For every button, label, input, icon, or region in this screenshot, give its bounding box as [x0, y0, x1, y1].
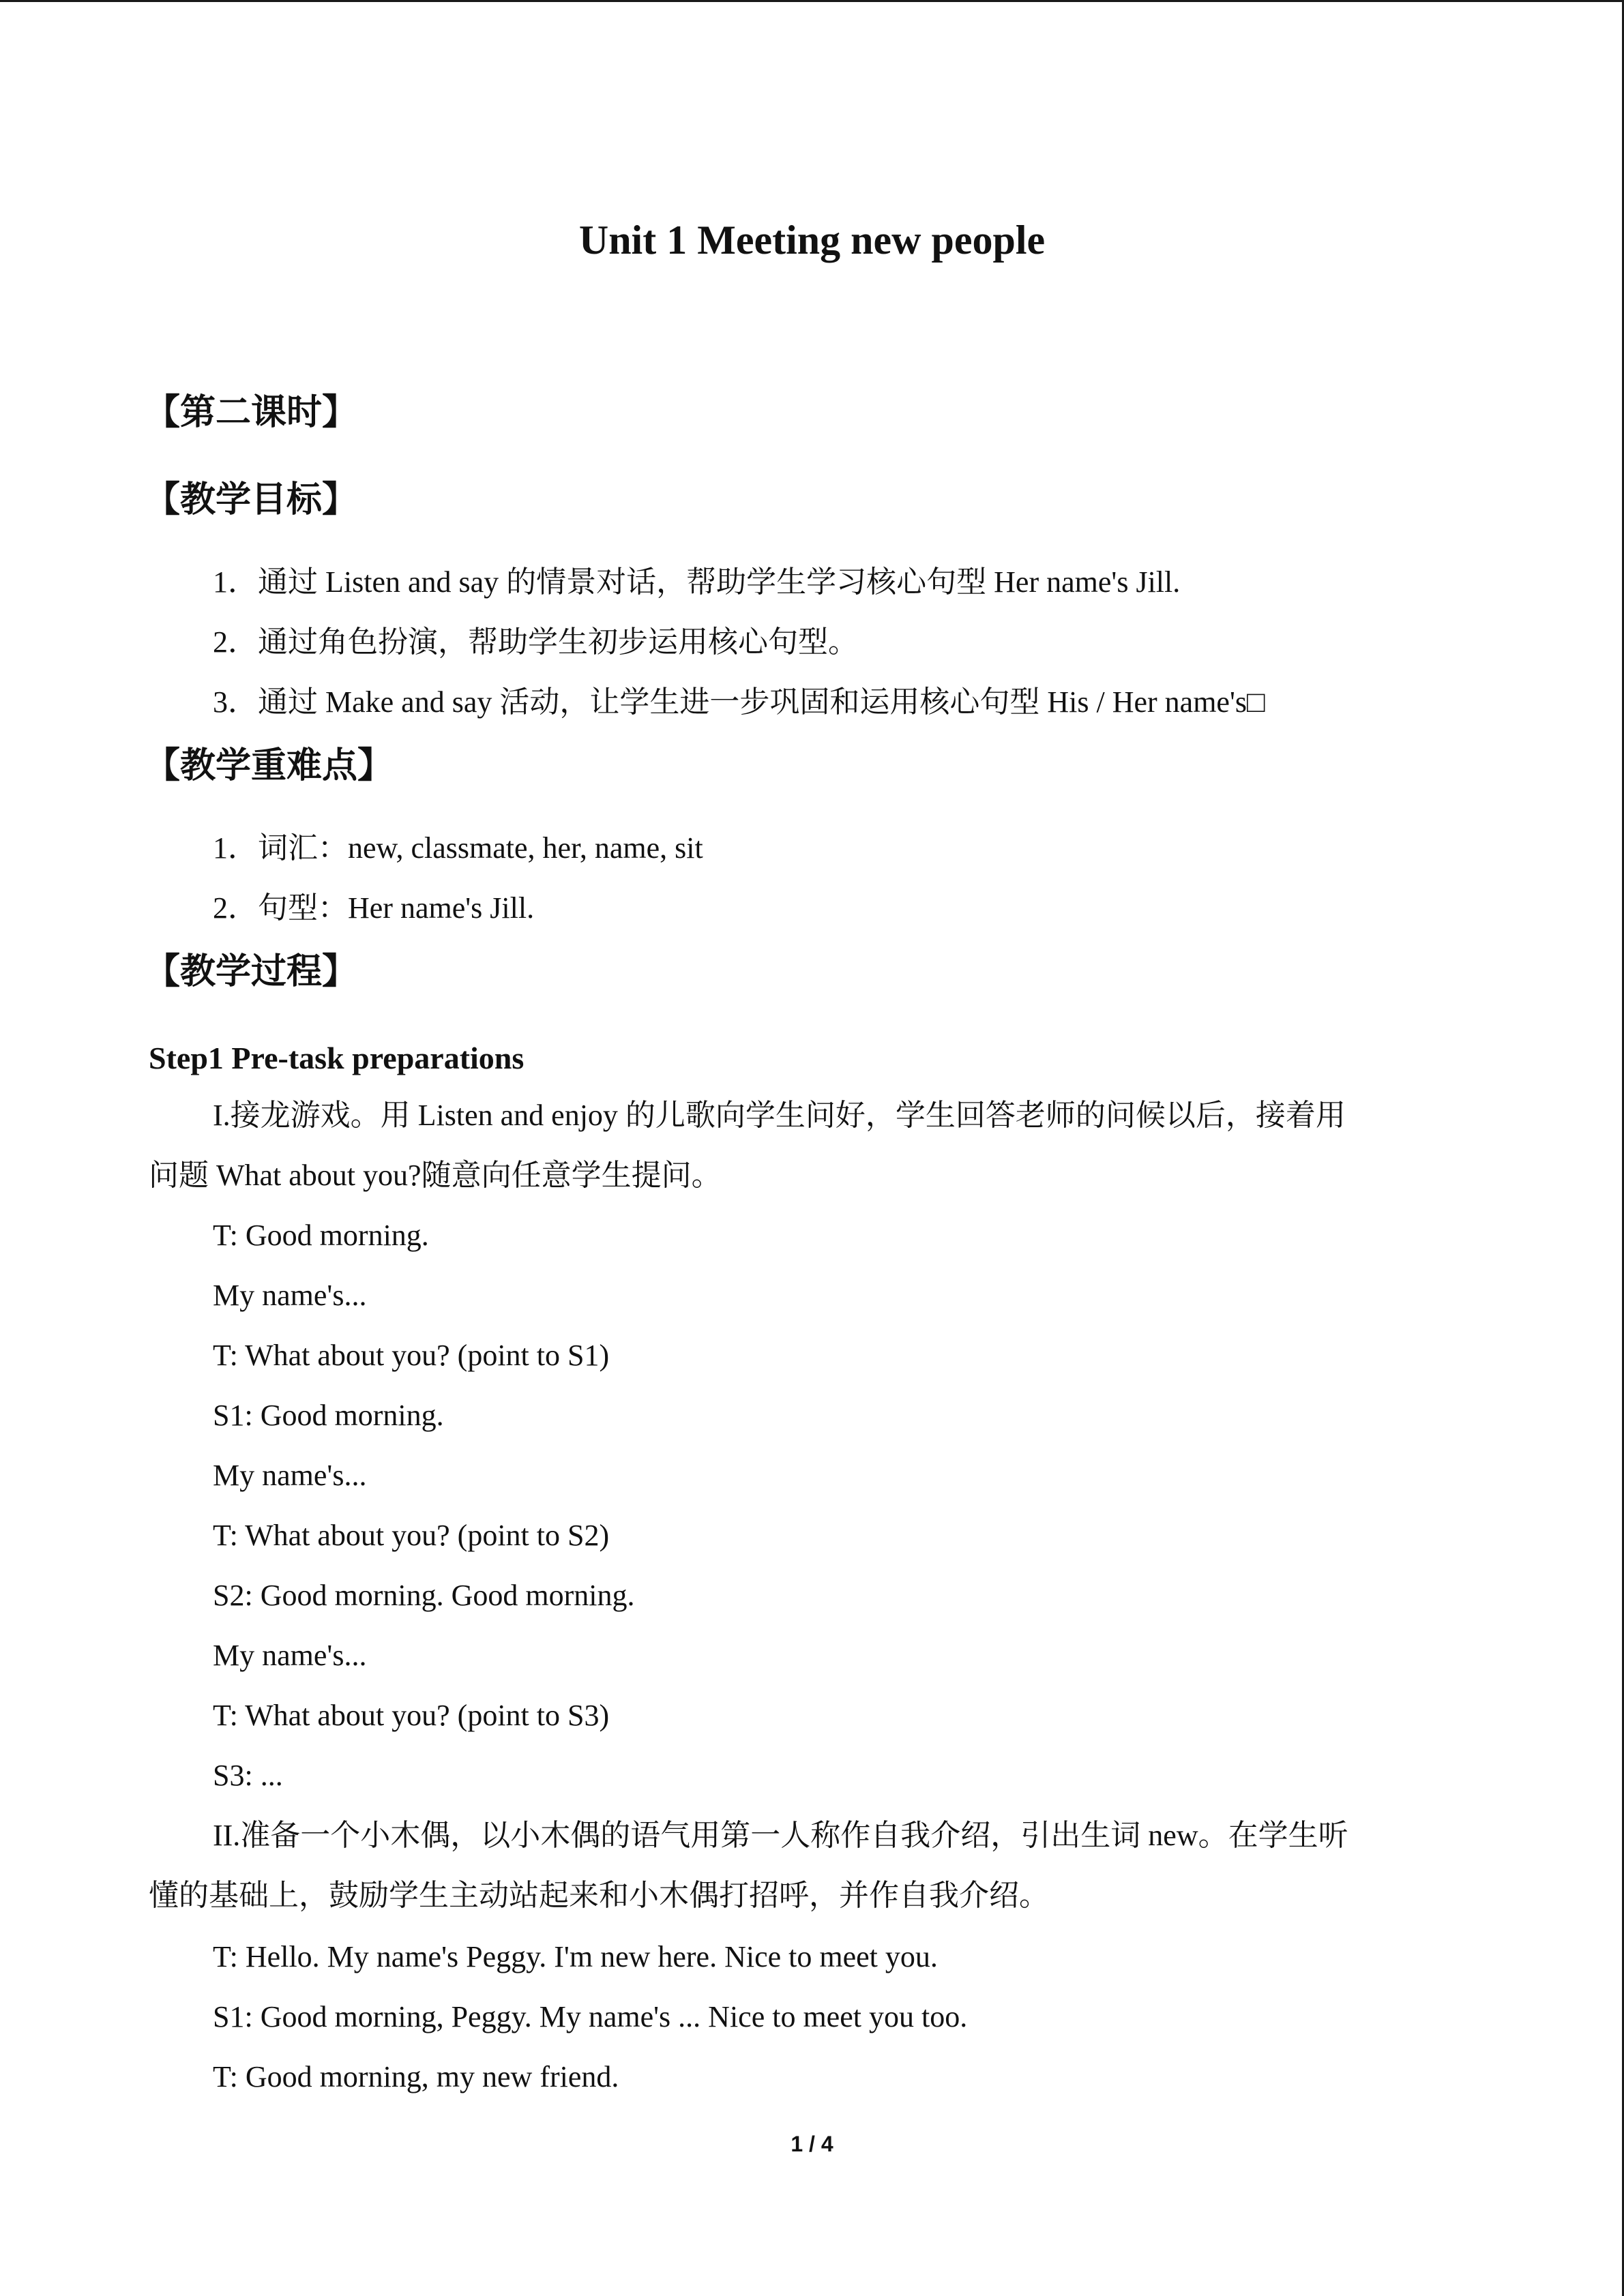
objective-item: 3．通过 Make and say 活动，让学生进一步巩固和运用核心句型 His / Her name's□: [213, 685, 1265, 719]
key-points-heading: 【教学重难点】: [145, 745, 394, 786]
paragraph-line: I.接龙游戏。用 Listen and enjoy 的儿歌向学生问好，学生回答老师的问候以后，接着用: [213, 1099, 1346, 1132]
objective-item: 1．通过 Listen and say 的情景对话，帮助学生学习核心句型 Her name's Jill.: [213, 565, 1181, 599]
paragraph-line: 懂的基础上，鼓励学生主动站起来和小木偶打招呼，并作自我介绍。: [149, 1879, 1049, 1912]
key-point-item: 1．词汇：new, classmate, her, name, sit: [213, 831, 703, 865]
key-point-item: 2．句型：Her name's Jill.: [213, 891, 535, 925]
dialogue-line: My name's...: [213, 1279, 367, 1312]
page-number: 1 / 4: [791, 2132, 833, 2156]
dialogue-line: T: What about you? (point to S1): [213, 1339, 610, 1372]
dialogue-line: My name's...: [213, 1639, 367, 1672]
page-border-top: [0, 0, 1624, 2]
step1-title: Step1 Pre-task preparations: [149, 1041, 525, 1075]
dialogue-line: S1: Good morning, Peggy. My name's ... Nice to meet you too.: [213, 2000, 968, 2033]
dialogue-line: T: Good morning, my new friend.: [213, 2060, 619, 2093]
dialogue-line: T: What about you? (point to S2): [213, 1519, 610, 1552]
dialogue-line: T: Good morning.: [213, 1219, 429, 1252]
paragraph-line: 问题 What about you?随意向任意学生提问。: [149, 1159, 722, 1192]
paragraph-line: II.准备一个小木偶，以小木偶的语气用第一人称作自我介绍，引出生词 new。在学生听: [213, 1819, 1348, 1852]
dialogue-line: S1: Good morning.: [213, 1399, 444, 1432]
process-heading: 【教学过程】: [145, 951, 358, 992]
dialogue-line: T: Hello. My name's Peggy. I'm new here. Nice to meet you.: [213, 1940, 938, 1973]
lesson-label: 【第二课时】: [145, 392, 358, 433]
dialogue-line: My name's...: [213, 1459, 367, 1492]
dialogue-line: T: What about you? (point to S3): [213, 1699, 610, 1732]
objectives-heading: 【教学目标】: [145, 479, 358, 520]
document-title: Unit 1 Meeting new people: [578, 218, 1046, 263]
dialogue-line: S2: Good morning. Good morning.: [213, 1579, 635, 1612]
dialogue-line: S3: ...: [213, 1759, 283, 1792]
objective-item: 2．通过角色扮演，帮助学生初步运用核心句型。: [213, 625, 858, 659]
